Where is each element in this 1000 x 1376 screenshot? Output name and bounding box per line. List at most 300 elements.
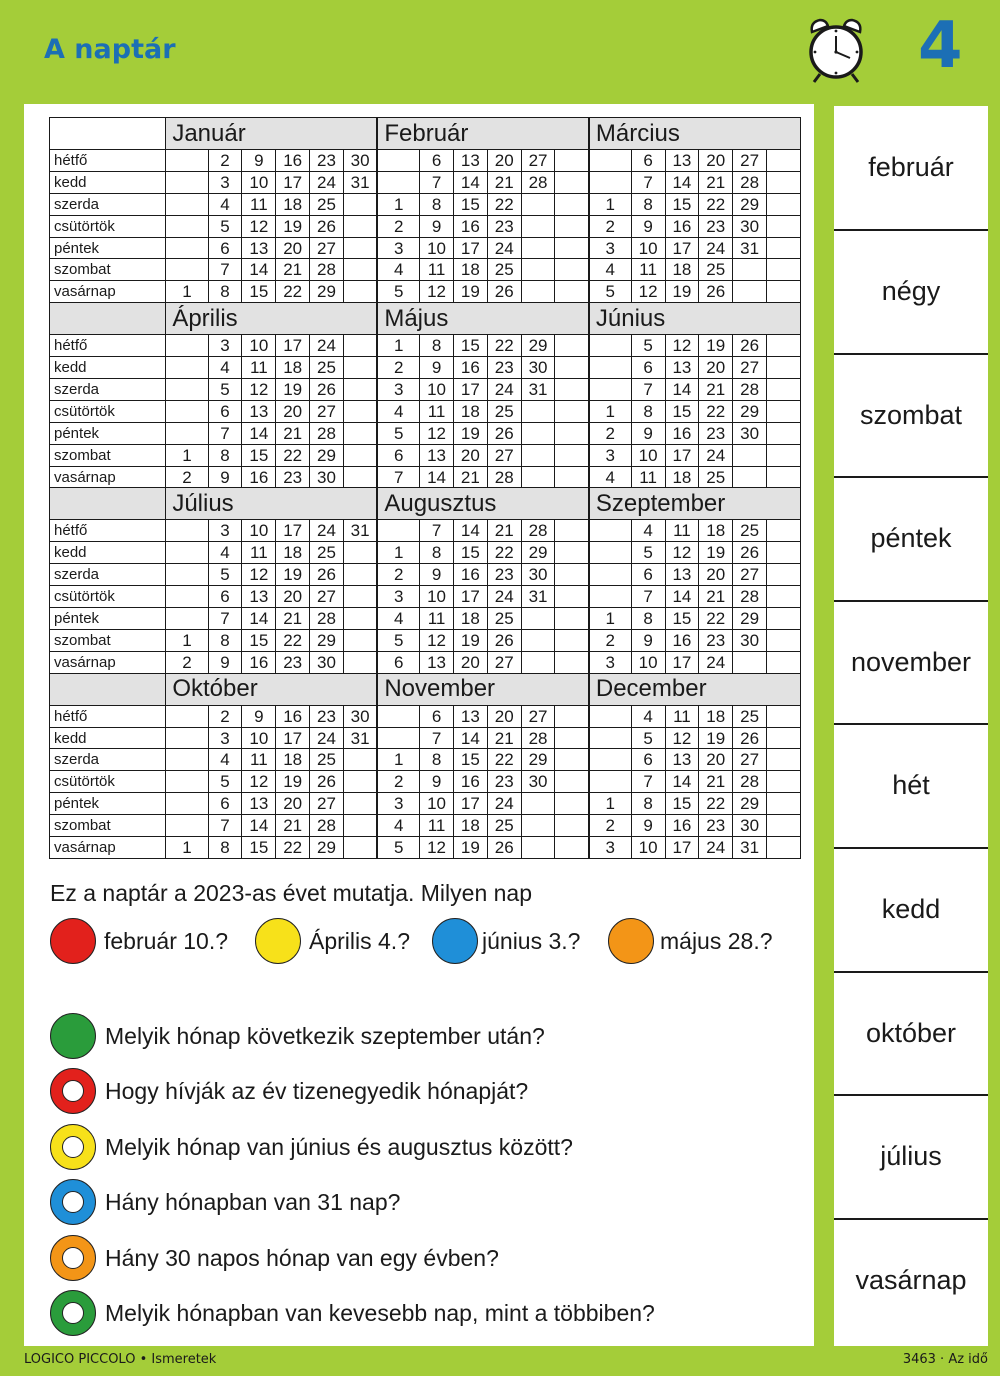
date-cell — [521, 815, 555, 837]
corner-cell — [50, 673, 166, 705]
date-cell — [555, 651, 589, 673]
date-cell: 31 — [733, 837, 767, 859]
date-cell: 21 — [699, 586, 733, 608]
date-cell: 10 — [420, 379, 454, 401]
date-cell: 2 — [166, 651, 208, 673]
weekday-row — [50, 357, 801, 379]
date-cell: 7 — [631, 586, 665, 608]
weekday-row — [50, 520, 801, 542]
date-cell — [343, 444, 377, 466]
date-cell: 23 — [699, 215, 733, 237]
answer-divider — [834, 229, 988, 231]
date-cell: 25 — [310, 749, 344, 771]
question-6-marker — [50, 1290, 96, 1336]
date-cell: 29 — [733, 793, 767, 815]
day-question-1-text: február 10.? — [104, 928, 229, 954]
date-cell — [521, 193, 555, 215]
date-cell — [555, 520, 589, 542]
weekday-label: csütörtök — [50, 215, 166, 237]
date-cell: 14 — [453, 171, 487, 193]
date-cell: 19 — [453, 629, 487, 651]
answer-divider — [834, 723, 988, 725]
month-name: Október — [166, 673, 378, 705]
weekday-label: vasárnap — [50, 466, 166, 488]
date-cell — [377, 150, 419, 172]
date-cell: 25 — [310, 542, 344, 564]
date-cell: 17 — [276, 727, 310, 749]
answer-tile[interactable]: hét — [892, 769, 930, 800]
answer-tile[interactable]: péntek — [870, 522, 952, 553]
date-cell: 29 — [310, 837, 344, 859]
date-cell — [589, 335, 631, 357]
date-cell: 27 — [733, 564, 767, 586]
date-cell: 26 — [487, 281, 521, 303]
date-cell: 8 — [208, 444, 242, 466]
date-cell: 16 — [276, 705, 310, 727]
date-cell: 11 — [420, 815, 454, 837]
date-cell: 17 — [665, 444, 699, 466]
date-cell: 5 — [377, 422, 419, 444]
date-cell — [555, 586, 589, 608]
weekday-row — [50, 444, 801, 466]
date-cell: 13 — [242, 586, 276, 608]
date-cell — [166, 400, 208, 422]
date-cell — [377, 727, 419, 749]
date-cell: 5 — [377, 837, 419, 859]
date-cell: 11 — [665, 705, 699, 727]
date-cell: 11 — [420, 259, 454, 281]
date-cell: 7 — [631, 379, 665, 401]
date-cell — [166, 705, 208, 727]
date-cell: 12 — [420, 629, 454, 651]
date-cell — [521, 651, 555, 673]
date-cell: 6 — [208, 586, 242, 608]
date-cell: 22 — [487, 542, 521, 564]
footer-brand-name: LOGICO PICCOLO — [24, 1352, 136, 1367]
date-cell: 31 — [343, 171, 377, 193]
date-cell — [766, 771, 800, 793]
date-cell — [166, 335, 208, 357]
date-cell: 29 — [310, 281, 344, 303]
date-cell: 3 — [589, 651, 631, 673]
month-header-row — [50, 673, 801, 705]
date-cell — [766, 727, 800, 749]
date-cell: 1 — [377, 749, 419, 771]
answer-tile[interactable]: július — [880, 1140, 942, 1171]
question-2-marker — [50, 1068, 96, 1114]
date-cell: 4 — [589, 259, 631, 281]
date-cell: 7 — [631, 771, 665, 793]
date-cell: 9 — [242, 705, 276, 727]
weekday-label: hétfő — [50, 150, 166, 172]
date-cell: 19 — [453, 422, 487, 444]
date-cell: 30 — [733, 815, 767, 837]
date-cell: 22 — [276, 281, 310, 303]
answer-tile[interactable]: október — [865, 1017, 957, 1048]
date-cell — [377, 705, 419, 727]
footer-brand — [24, 1352, 216, 1367]
date-cell — [521, 793, 555, 815]
weekday-label: hétfő — [50, 705, 166, 727]
date-cell: 19 — [699, 727, 733, 749]
date-cell: 22 — [487, 193, 521, 215]
date-cell: 12 — [420, 281, 454, 303]
date-cell: 2 — [377, 215, 419, 237]
weekday-label: hétfő — [50, 520, 166, 542]
date-cell: 29 — [521, 749, 555, 771]
date-cell: 21 — [487, 727, 521, 749]
weekday-label: szerda — [50, 564, 166, 586]
date-cell: 8 — [208, 629, 242, 651]
date-cell: 7 — [420, 520, 454, 542]
weekday-row — [50, 422, 801, 444]
date-cell — [555, 335, 589, 357]
weekday-row — [50, 564, 801, 586]
date-cell: 18 — [276, 193, 310, 215]
date-cell — [733, 259, 767, 281]
weekday-label: péntek — [50, 422, 166, 444]
date-cell — [555, 400, 589, 422]
date-cell: 14 — [665, 586, 699, 608]
date-cell — [555, 150, 589, 172]
date-cell — [766, 379, 800, 401]
date-cell: 3 — [589, 237, 631, 259]
date-cell: 18 — [276, 357, 310, 379]
month-name: Március — [589, 118, 801, 150]
weekday-label: kedd — [50, 357, 166, 379]
date-cell: 7 — [420, 727, 454, 749]
month-name: Szeptember — [589, 488, 801, 520]
date-cell: 28 — [310, 815, 344, 837]
date-cell: 17 — [665, 651, 699, 673]
date-cell — [166, 586, 208, 608]
date-cell — [343, 237, 377, 259]
date-cell — [343, 193, 377, 215]
answer-divider — [834, 476, 988, 478]
date-cell: 22 — [699, 400, 733, 422]
date-cell: 20 — [276, 793, 310, 815]
date-cell — [589, 727, 631, 749]
date-cell: 21 — [699, 771, 733, 793]
date-cell — [555, 357, 589, 379]
date-cell: 5 — [377, 629, 419, 651]
date-cell: 29 — [733, 608, 767, 630]
date-cell: 4 — [377, 400, 419, 422]
date-cell: 28 — [521, 171, 555, 193]
weekday-row — [50, 815, 801, 837]
date-cell: 6 — [377, 444, 419, 466]
date-cell: 16 — [665, 215, 699, 237]
weekday-row — [50, 749, 801, 771]
weekday-label: péntek — [50, 608, 166, 630]
date-cell: 5 — [377, 281, 419, 303]
date-cell: 15 — [453, 542, 487, 564]
date-cell — [766, 193, 800, 215]
date-cell — [343, 771, 377, 793]
date-cell — [343, 215, 377, 237]
date-cell — [555, 379, 589, 401]
date-cell: 27 — [487, 651, 521, 673]
date-cell: 10 — [631, 237, 665, 259]
date-cell — [343, 379, 377, 401]
date-cell: 14 — [242, 815, 276, 837]
intro-text: Ez a naptár a 2023-as évet mutatja. Milyen nap — [50, 880, 533, 906]
answer-tile[interactable]: szombat — [859, 399, 963, 430]
date-cell — [555, 815, 589, 837]
date-cell: 27 — [521, 705, 555, 727]
weekday-label: kedd — [50, 171, 166, 193]
date-cell: 27 — [487, 444, 521, 466]
date-cell: 14 — [665, 171, 699, 193]
date-cell: 24 — [699, 444, 733, 466]
date-cell — [766, 837, 800, 859]
date-cell: 15 — [665, 193, 699, 215]
date-cell: 22 — [487, 749, 521, 771]
date-cell: 20 — [699, 749, 733, 771]
date-cell — [166, 422, 208, 444]
date-cell: 10 — [420, 586, 454, 608]
date-cell: 15 — [453, 749, 487, 771]
date-cell: 18 — [453, 259, 487, 281]
weekday-row — [50, 705, 801, 727]
weekday-row — [50, 608, 801, 630]
date-cell: 23 — [276, 651, 310, 673]
date-cell — [343, 466, 377, 488]
date-cell: 1 — [166, 281, 208, 303]
date-cell: 28 — [310, 422, 344, 444]
answer-tile[interactable]: február — [868, 151, 954, 182]
date-cell: 16 — [242, 651, 276, 673]
date-cell — [343, 586, 377, 608]
date-cell — [166, 749, 208, 771]
date-cell: 3 — [208, 727, 242, 749]
date-cell: 19 — [453, 837, 487, 859]
date-cell — [521, 237, 555, 259]
weekday-label: szombat — [50, 629, 166, 651]
date-cell: 30 — [343, 705, 377, 727]
date-cell: 22 — [276, 629, 310, 651]
weekday-row — [50, 335, 801, 357]
date-cell: 14 — [453, 520, 487, 542]
date-cell: 6 — [377, 651, 419, 673]
date-cell: 2 — [166, 466, 208, 488]
date-cell: 16 — [453, 771, 487, 793]
date-cell: 1 — [589, 793, 631, 815]
date-cell: 5 — [589, 281, 631, 303]
date-cell — [521, 466, 555, 488]
date-cell: 27 — [521, 150, 555, 172]
date-cell: 22 — [699, 608, 733, 630]
date-cell: 3 — [208, 335, 242, 357]
date-cell: 5 — [631, 542, 665, 564]
date-cell: 20 — [487, 150, 521, 172]
weekday-label: csütörtök — [50, 771, 166, 793]
date-cell: 6 — [208, 237, 242, 259]
date-cell — [555, 705, 589, 727]
date-cell — [166, 215, 208, 237]
date-cell: 15 — [242, 444, 276, 466]
date-cell — [166, 771, 208, 793]
date-cell: 10 — [242, 171, 276, 193]
date-cell: 25 — [487, 400, 521, 422]
date-cell — [766, 215, 800, 237]
date-cell — [733, 651, 767, 673]
date-cell: 8 — [420, 749, 454, 771]
weekday-label: szerda — [50, 379, 166, 401]
date-cell: 2 — [589, 422, 631, 444]
date-cell: 24 — [487, 379, 521, 401]
date-cell — [766, 171, 800, 193]
date-cell: 19 — [699, 542, 733, 564]
answer-column — [834, 106, 988, 1346]
date-cell: 17 — [276, 171, 310, 193]
answer-tile[interactable]: november — [850, 646, 972, 677]
date-cell: 10 — [631, 444, 665, 466]
date-cell — [766, 466, 800, 488]
date-cell: 12 — [631, 281, 665, 303]
date-cell: 3 — [589, 837, 631, 859]
weekday-row — [50, 259, 801, 281]
weekday-row — [50, 193, 801, 215]
date-cell: 17 — [453, 237, 487, 259]
date-cell: 16 — [665, 815, 699, 837]
date-cell: 6 — [208, 793, 242, 815]
date-cell: 19 — [699, 335, 733, 357]
date-cell — [377, 520, 419, 542]
date-cell — [166, 542, 208, 564]
date-cell: 31 — [343, 727, 377, 749]
date-cell: 18 — [453, 400, 487, 422]
weekday-row — [50, 466, 801, 488]
answer-tile[interactable]: vasárnap — [855, 1264, 967, 1295]
date-cell: 18 — [453, 815, 487, 837]
date-cell: 13 — [453, 150, 487, 172]
date-cell: 31 — [343, 520, 377, 542]
date-cell: 4 — [208, 542, 242, 564]
date-cell — [589, 564, 631, 586]
day-question-1-dot — [50, 918, 96, 964]
date-cell: 4 — [208, 749, 242, 771]
date-cell — [555, 837, 589, 859]
date-cell: 18 — [665, 259, 699, 281]
month-header-row — [50, 488, 801, 520]
date-cell: 14 — [453, 727, 487, 749]
date-cell: 14 — [420, 466, 454, 488]
date-cell — [343, 335, 377, 357]
date-cell: 21 — [453, 466, 487, 488]
day-question-2-text: Április 4.? — [309, 928, 410, 954]
answer-tile[interactable]: kedd — [881, 893, 941, 924]
date-cell: 24 — [699, 837, 733, 859]
date-cell: 10 — [242, 727, 276, 749]
date-cell: 25 — [699, 259, 733, 281]
date-cell — [733, 466, 767, 488]
date-cell: 11 — [242, 542, 276, 564]
date-cell: 7 — [631, 171, 665, 193]
date-cell — [343, 542, 377, 564]
date-cell: 26 — [733, 335, 767, 357]
date-cell: 2 — [377, 357, 419, 379]
date-cell: 3 — [208, 171, 242, 193]
question-6-text: Melyik hónapban van kevesebb nap, mint a többiben? — [105, 1300, 655, 1326]
date-cell: 19 — [276, 379, 310, 401]
date-cell: 25 — [310, 193, 344, 215]
weekday-label: kedd — [50, 542, 166, 564]
date-cell — [733, 444, 767, 466]
date-cell — [589, 520, 631, 542]
date-cell: 30 — [521, 357, 555, 379]
date-cell: 11 — [420, 400, 454, 422]
date-cell: 23 — [310, 705, 344, 727]
date-cell — [343, 564, 377, 586]
date-cell: 28 — [733, 171, 767, 193]
date-cell: 19 — [276, 771, 310, 793]
date-cell — [766, 749, 800, 771]
date-cell: 25 — [310, 357, 344, 379]
date-cell — [377, 171, 419, 193]
date-cell: 20 — [276, 237, 310, 259]
date-cell: 21 — [699, 171, 733, 193]
date-cell — [343, 400, 377, 422]
weekday-row — [50, 629, 801, 651]
date-cell: 3 — [377, 793, 419, 815]
date-cell: 11 — [631, 259, 665, 281]
date-cell: 29 — [733, 400, 767, 422]
date-cell: 17 — [453, 586, 487, 608]
date-cell — [589, 379, 631, 401]
date-cell: 12 — [665, 335, 699, 357]
date-cell: 18 — [699, 520, 733, 542]
month-name: November — [377, 673, 589, 705]
date-cell — [521, 444, 555, 466]
date-cell: 25 — [699, 466, 733, 488]
date-cell — [733, 281, 767, 303]
date-cell: 15 — [242, 837, 276, 859]
date-cell — [766, 542, 800, 564]
date-cell: 18 — [665, 466, 699, 488]
date-cell: 14 — [665, 379, 699, 401]
date-cell — [343, 608, 377, 630]
date-cell: 8 — [208, 837, 242, 859]
date-cell: 23 — [276, 466, 310, 488]
date-cell: 13 — [420, 651, 454, 673]
date-cell — [589, 357, 631, 379]
date-cell: 22 — [699, 193, 733, 215]
date-cell: 6 — [208, 400, 242, 422]
date-cell: 9 — [208, 651, 242, 673]
weekday-label: szombat — [50, 444, 166, 466]
date-cell: 3 — [589, 444, 631, 466]
date-cell: 30 — [343, 150, 377, 172]
date-cell: 21 — [276, 815, 310, 837]
date-cell — [555, 629, 589, 651]
answer-divider — [834, 353, 988, 355]
date-cell — [521, 608, 555, 630]
weekday-row — [50, 837, 801, 859]
date-cell: 8 — [420, 335, 454, 357]
date-cell: 14 — [665, 771, 699, 793]
date-cell: 5 — [208, 771, 242, 793]
date-cell: 19 — [276, 564, 310, 586]
date-cell — [766, 422, 800, 444]
date-cell: 18 — [699, 705, 733, 727]
date-cell: 26 — [310, 564, 344, 586]
date-cell: 25 — [487, 815, 521, 837]
answer-tile[interactable]: négy — [881, 275, 941, 306]
date-cell: 23 — [487, 771, 521, 793]
date-cell: 23 — [699, 815, 733, 837]
date-cell: 28 — [733, 586, 767, 608]
